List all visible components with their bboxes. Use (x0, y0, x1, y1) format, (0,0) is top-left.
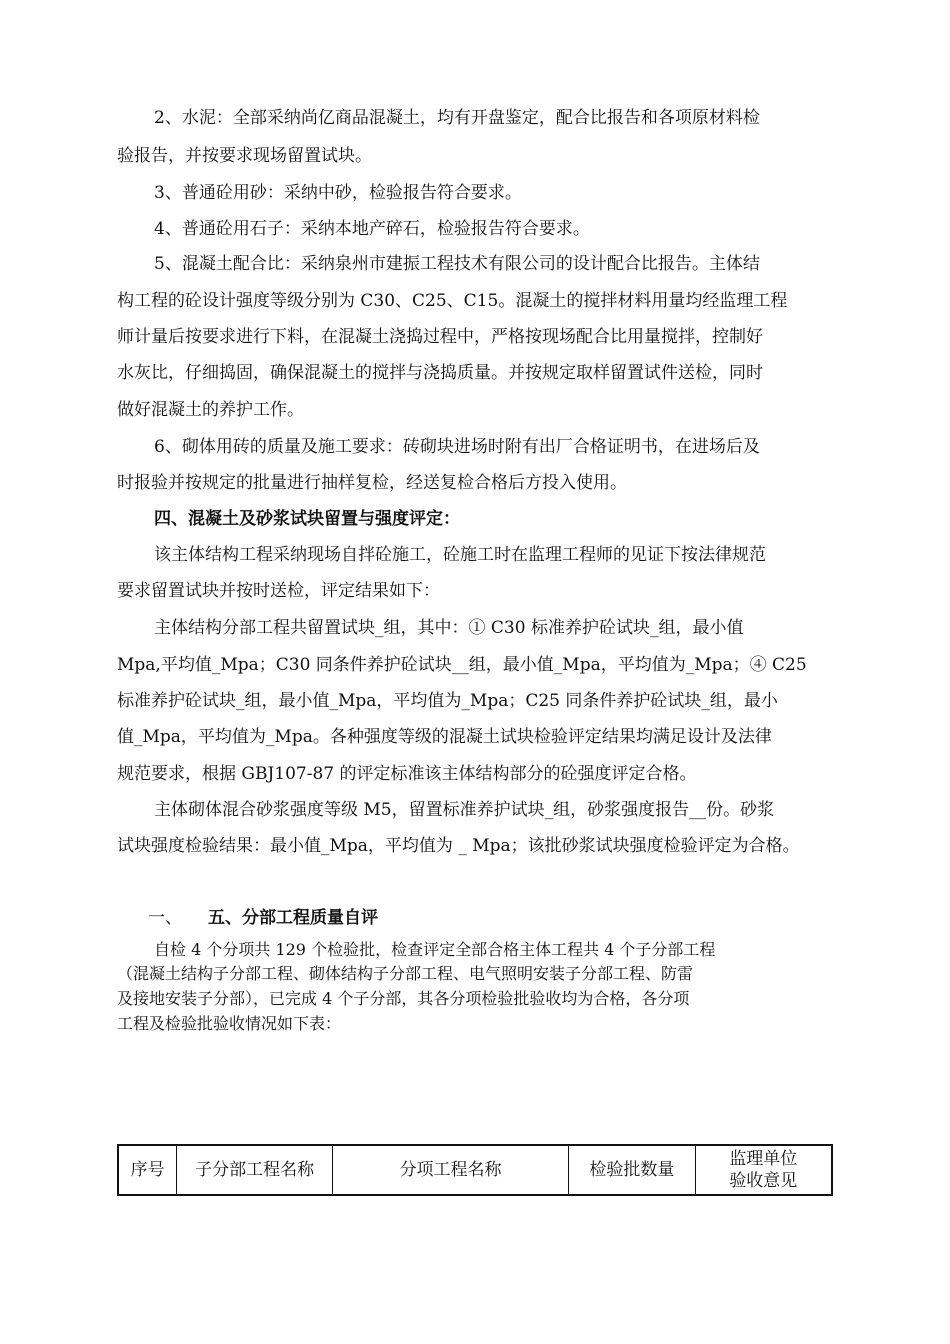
header-batch-count: 检验批数量 (569, 1145, 696, 1195)
heading-title: 五、分部工程质量自评 (208, 908, 378, 928)
paragraph-brick-line1: 6、砌体用砖的质量及施工要求：砖砌块进场时附有出厂合格证明书，在进场后及 (154, 437, 760, 457)
paragraph-onsite-line2: 要求留置试块并按时送检，评定结果如下： (117, 581, 440, 601)
paragraph-specimens-line3: 标准养护砼试块_组，最小值_Mpa，平均值为_Mpa；C25 同条件养护砼试块_组，最小 (117, 691, 778, 711)
paragraph-stone: 4、普通砼用石子：采纳本地产碎石，检验报告符合要求。 (154, 219, 590, 239)
paragraph-specimens-line4: 值_Mpa，平均值为_Mpa。各种强度等级的混凝土试块检验评定结果均满足设计及法律 (117, 727, 772, 747)
header-serial-number: 序号 (118, 1145, 177, 1195)
paragraph-onsite-line1: 该主体结构工程采纳现场自拌砼施工，砼施工时在监理工程师的见证下按法律规范 (154, 545, 766, 565)
paragraph-mix-line3: 师计量后按要求进行下料，在混凝土浇捣过程中，严格按现场配合比用量搅拌，控制好 (117, 327, 763, 347)
table-header-row (118, 1145, 832, 1195)
paragraph-specimens-line1: 主体结构分部工程共留置试块_组，其中：① C30 标准养护砼试块_组，最小值 (154, 618, 744, 638)
paragraph-cement-line1: 2、水泥：全部采纳尚亿商品混凝土，均有开盘鉴定，配合比报告和各项原材料检 (154, 108, 760, 128)
paragraph-mix-line4: 水灰比，仔细捣固，确保混凝土的搅拌与浇捣质量。并按规定取样留置试件送检，同时 (117, 363, 763, 383)
paragraph-specimens-line2: Mpa,平均值_Mpa；C30 同条件养护砼试块__组，最小值_Mpa，平均值为_Mpa；④ C25 (117, 655, 807, 675)
paragraph-selfcheck-line2: （混凝土结构子分部工程、砌体结构子分部工程、电气照明安装子分部工程、防雷 (117, 964, 694, 983)
heading-list-number: 一、 (148, 908, 182, 928)
section-heading-5 (148, 907, 378, 929)
paragraph-selfcheck-line4: 工程及检验批验收情况如下表： (117, 1014, 342, 1033)
header-sub-division-name: 子分部工程名称 (177, 1145, 333, 1195)
header-supervisor-line2: 验收意见 (729, 1171, 798, 1191)
header-supervisor-opinion (695, 1145, 832, 1195)
section-heading-4: 四、混凝土及砂浆试块留置与强度评定： (154, 509, 460, 529)
paragraph-specimens-line5: 规范要求，根据 GBJ107-87 的评定标准该主体结构部分的砼强度评定合格。 (117, 764, 697, 784)
inspection-table-header (117, 1144, 833, 1196)
paragraph-mix-line2: 构工程的砼设计强度等级分别为 C30、C25、C15。混凝土的搅拌材料用量均经监理工程 (117, 291, 788, 311)
header-supervisor-line1: 监理单位 (729, 1149, 798, 1169)
paragraph-selfcheck-line3: 及接地安装子分部），已完成 4 个子分部，其各分项检验批验收均为合格，各分项 (117, 989, 690, 1008)
paragraph-mix-line5: 做好混凝土的养护工作。 (117, 400, 304, 420)
paragraph-cement-line2: 验报告，并按要求现场留置试块。 (117, 146, 372, 166)
paragraph-mortar-line2: 试块强度检验结果：最小值_Mpa，平均值为 _ Mpa；该批砂浆试块强度检验评定为合格。 (117, 836, 800, 856)
paragraph-sand: 3、普通砼用砂：采纳中砂，检验报告符合要求。 (154, 183, 522, 203)
paragraph-mix-line1: 5、混凝土配合比：采纳泉州市建振工程技术有限公司的设计配合比报告。主体结 (154, 254, 760, 274)
paragraph-selfcheck-line1: 自检 4 个分项共 129 个检验批，检查评定全部合格主体工程共 4 个子分部工程 (154, 940, 716, 959)
header-sub-item-name: 分项工程名称 (333, 1145, 569, 1195)
paragraph-mortar-line1: 主体砌体混合砂浆强度等级 M5，留置标准养护试块_组，砂浆强度报告__份。砂浆 (154, 800, 775, 820)
paragraph-brick-line2: 时报验并按规定的批量进行抽样复检，经送复检合格后方投入使用。 (117, 473, 627, 493)
